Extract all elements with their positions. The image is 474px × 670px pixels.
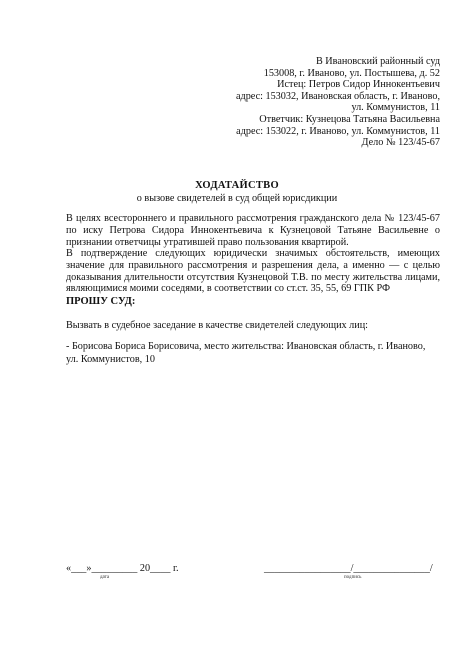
defendant-address: адрес: 153022, г. Иваново, ул. Коммунистов, 11 (236, 125, 440, 137)
witness-item: - Борисова Бориса Борисовича, место жительства: Ивановская область, г. Иваново, (66, 341, 426, 352)
date-field: «___»_________ 20____ г. (66, 563, 179, 574)
witness-list (66, 341, 440, 366)
plaintiff-address-line1: адрес: 153032, Ивановская область, г. Иваново, (236, 90, 440, 102)
request-heading: ПРОШУ СУД: (66, 296, 136, 307)
request-text: Вызвать в судебное заседание в качестве свидетелей следующих лиц: (66, 320, 368, 331)
document-title: ХОДАТАЙСТВО (195, 180, 279, 191)
defendant-name: Ответчик: Кузнецова Татьяна Васильевна (259, 113, 440, 125)
signature-field: _________________/_______________/ (264, 563, 433, 574)
witness-item-address: ул. Коммунистов, 10 (66, 353, 155, 365)
plaintiff-address-line2: ул. Коммунистов, 11 (351, 102, 440, 114)
signature-caption: подпись (344, 575, 362, 580)
case-number: Дело № 123/45-67 (361, 137, 440, 149)
paragraph-grounds: В подтверждение следующих юридически значимых обстоятельств, имеющих значение для правильного рассмотрения и разрешения дела, а именно — с целью доказывания длительности отсутствия Кузнецовой Т.В. по месту жительства лицами, являющимися моими соседями, в соответствии со ст.ст. 35, 55, 69 ГПК РФ (66, 248, 440, 295)
court-address: 153008, г. Иваново, ул. Постышева, д. 52 (263, 67, 440, 79)
addressee-block (180, 56, 440, 149)
paragraph-case-intro: В целях всестороннего и правильного рассмотрения гражданского дела № 123/45-67 по иску Петрова Сидора Иннокентьевича к Кузнецовой Татьяне Васильевне о признании ответчицы утратившей право пользования квартирой. (66, 213, 440, 248)
date-caption: дата (100, 575, 110, 580)
court-name: В Ивановский районный суд (315, 56, 440, 67)
plaintiff-name: Истец: Петров Сидор Иннокентьевич (277, 79, 440, 91)
document-subtitle: о вызове свидетелей в суд общей юрисдикции (136, 193, 338, 204)
